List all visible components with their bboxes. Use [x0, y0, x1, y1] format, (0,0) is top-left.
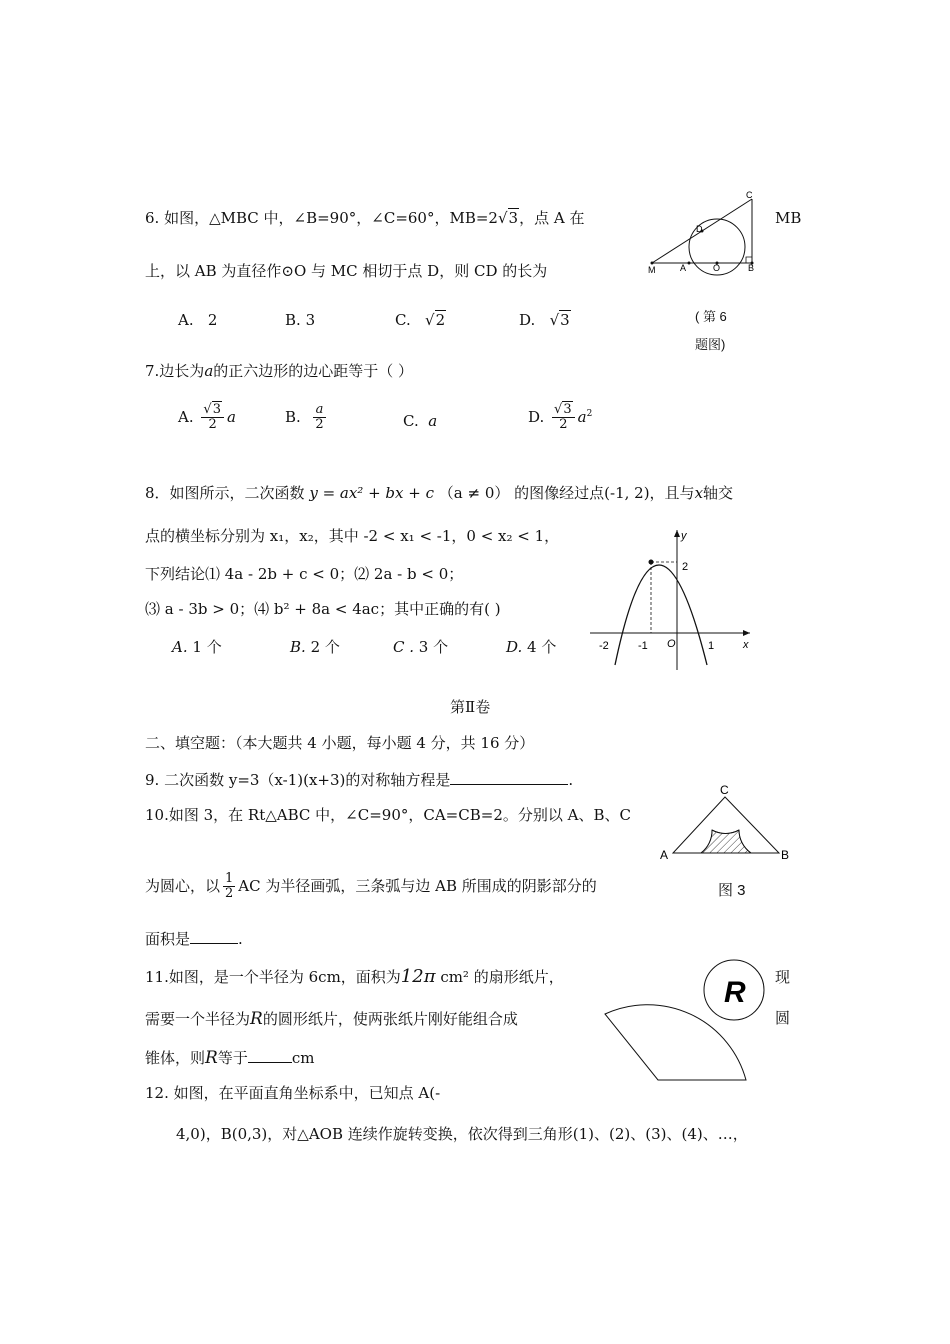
q6-line2: 上，以 AB 为直径作⊙O 与 MC 相切于点 D，则 CD 的长为 [145, 262, 548, 280]
q6-mb-coef: 2 [488, 209, 498, 227]
q6-label-m: M [648, 265, 656, 275]
q8-option-b: B. 2 个 [290, 638, 340, 656]
q11-line1: 11.如图，是一个半径为 6cm，面积为12π cm² 的扇形纸片， [145, 966, 564, 987]
q6-label-b: B [748, 263, 755, 273]
q8-label-o: O [667, 638, 676, 650]
q11-sector [605, 1005, 746, 1080]
q6-label-a: A [680, 263, 687, 273]
q6-label-o: O [713, 263, 721, 273]
q8-line1: 8．如图所示，二次函数 y = ax² + bx + c （a ≠ 0） 的图像经过点(-1, 2)，且与x轴交 [145, 484, 734, 502]
q11-right-1: 现 [775, 968, 791, 986]
q8-label-1: 1 [708, 640, 715, 652]
q6-option-a: A. 2 [178, 311, 218, 329]
q8-option-c: C . 3 个 [393, 638, 449, 656]
q11-figure [600, 960, 765, 1085]
q9-blank [450, 784, 568, 785]
q8-option-d: D. 4 个 [506, 638, 557, 656]
q11-line3: 锥体，则R等于 cm [145, 1048, 315, 1068]
q10-label-b: B [781, 848, 790, 862]
q12-line2: 4,0)，B(0,3)，对△AOB 连续作旋转变换，依次得到三角形(1)、(2)、(3)、(4)、…， [176, 1125, 748, 1143]
q6-line1: 6. 如图，△MBC 中，∠B=90°，∠C=60°，MB=2√3，点 A 在 [145, 209, 585, 227]
q10-line3: 面积是 . [145, 930, 243, 948]
q6-figure [640, 190, 770, 280]
q10-label-c: C [720, 783, 729, 797]
q7-option-d: D. $\frac{√3}{2}$ $a^2$ [528, 402, 593, 433]
q6-option-b: B. 3 [285, 311, 316, 329]
section-title: 第Ⅱ卷 [450, 698, 491, 716]
q11-line2: 需要一个半径为R的圆形纸片，使两张纸片刚好能组合成 [145, 1009, 518, 1029]
q8-line2: 点的横坐标分别为 x₁，x₂，其中 -2 < x₁ < -1，0 < x₂ < 1， [145, 527, 560, 545]
q6-label-d: D [696, 224, 703, 234]
q6-label-c: C [746, 190, 753, 200]
q10-figure [655, 780, 795, 865]
q8-parabola [615, 565, 707, 665]
q8-label-x: x [743, 639, 749, 651]
q8-label-m1: -1 [638, 640, 648, 652]
q7-option-c: C. a [403, 412, 438, 430]
q11-blank [248, 1062, 292, 1063]
q6-option-c: C. √2 [395, 311, 446, 329]
q6-text: 6. 如图，△MBC 中，∠B=90°，∠C=60°，MB= [145, 209, 489, 227]
q8-line3: 下列结论⑴ 4a - 2b + c < 0；⑵ 2a - b < 0； [145, 565, 464, 583]
q6-right-cont: MB [775, 209, 802, 227]
q9-line: 9. 二次函数 y=3（x-1)(x+3)的对称轴方程是 . [145, 771, 574, 789]
q8-graph [585, 525, 765, 675]
q6-caption-2: 题图) [695, 337, 726, 352]
q7-option-a: A. $\frac{√3}{2}$ a [178, 402, 236, 433]
q8-label-m2: -2 [599, 640, 609, 652]
q10-line2: 为圆心，以 $\frac{1}{2}$ AC 为半径画弧，三条弧与边 AB 所围成的阴影部分的 [145, 871, 597, 902]
q8-point [649, 560, 654, 565]
q11-label-r: R [724, 976, 746, 1009]
q8-line4: ⑶ a - 3b > 0；⑷ b² + 8a < 4ac；其中正确的有( ) [145, 600, 501, 618]
q10-blank [190, 943, 238, 944]
q7-stem: 7.边长为a的正六边形的边心距等于（ ） [145, 362, 414, 380]
q6-text-end: ，点 A 在 [519, 209, 585, 227]
q10-line1: 10.如图 3，在 Rt△ABC 中，∠C=90°，CA=CB=2。分别以 A、B、C [145, 806, 631, 824]
section-heading: 二、填空题：（本大题共 4 小题，每小题 4 分，共 16 分） [145, 734, 535, 752]
q11-right-2: 圆 [775, 1009, 791, 1027]
q7-option-b: B. $\frac{a}{2}$ [285, 402, 324, 433]
q6-option-d: D. √3 [519, 311, 570, 329]
q6-mb-rad: 3 [508, 209, 519, 227]
q12-line1: 12. 如图，在平面直角坐标系中，已知点 A(- [145, 1084, 441, 1102]
q8-option-a: A. 1 个 [172, 638, 222, 656]
q8-label-y: y [681, 530, 687, 542]
q6-caption-1: ( 第 6 [695, 309, 727, 324]
q10-caption: 图 3 [718, 882, 746, 899]
q10-label-a: A [660, 848, 669, 862]
q8-label-2: 2 [682, 561, 689, 573]
